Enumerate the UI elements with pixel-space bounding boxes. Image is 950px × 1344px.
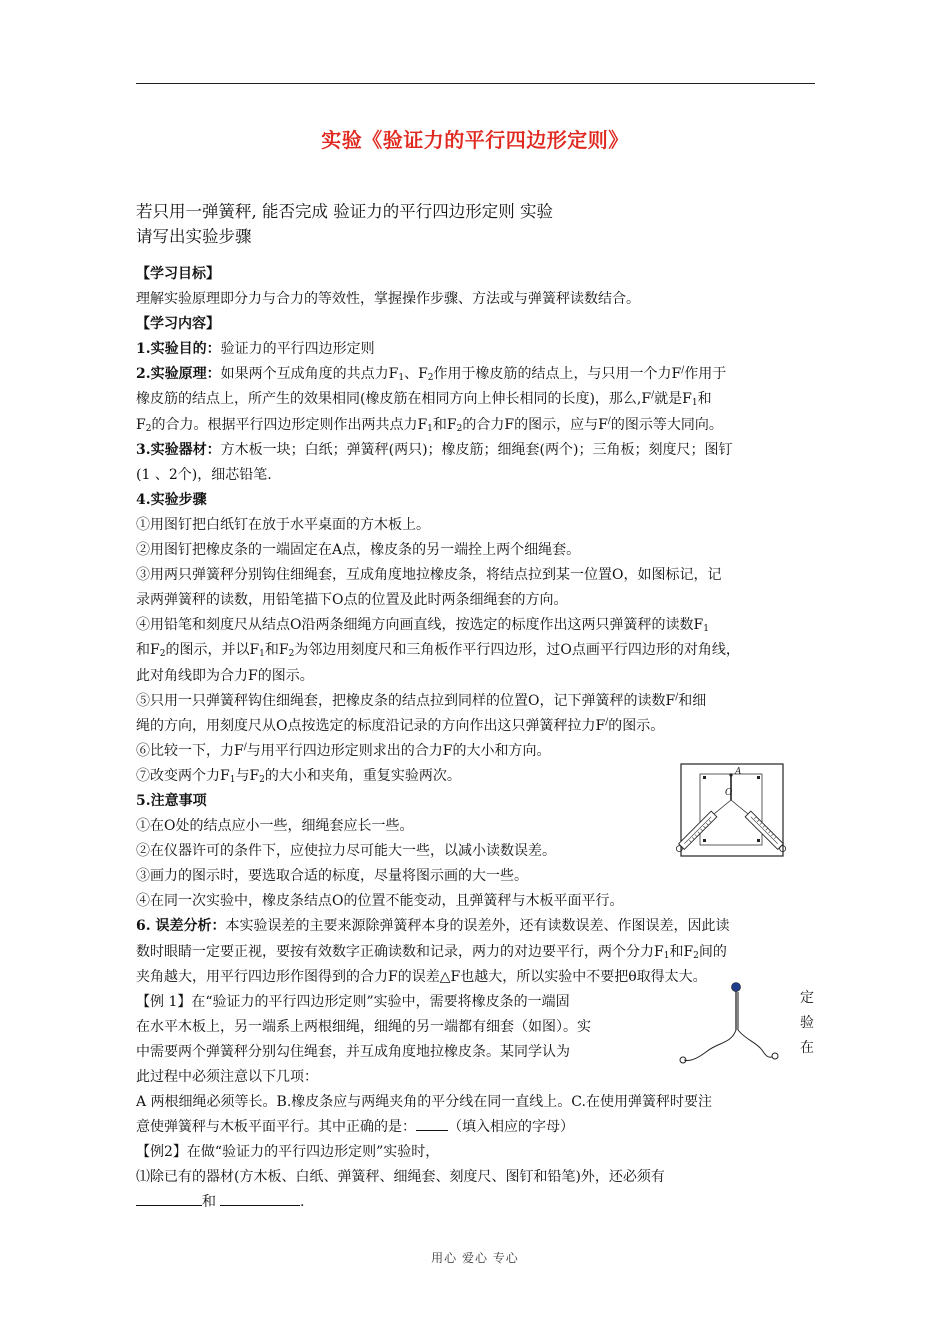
rubber-band-figure	[676, 982, 780, 1072]
note-1: ①在O处的结点应小一些，细绳套应长一些。	[136, 818, 414, 835]
example-1-right-text-2: 验	[800, 1015, 814, 1031]
step-2: ②用图钉把橡皮条的一端固定在A点，橡皮条的另一端拴上两个细绳套。	[136, 542, 581, 559]
step-6: ⑥比较一下，力F/与用平行四边形定则求出的合力F的大小和方向。	[136, 742, 551, 759]
section-notes-heading: 5.注意事项	[136, 792, 207, 809]
step-4-line-2: 和$F_2$的图示，并以$F_1$和$F_2$为邻边用刻度尺和三角板作平行四边形，过O点画平行四边形的对角线，	[136, 642, 740, 660]
answer-blank-2[interactable]	[220, 1191, 300, 1206]
section-purpose: 1.实验目的：验证力的平行四边形定则	[136, 341, 375, 358]
question-line-2: 请写出实验步骤	[136, 227, 252, 246]
section-principle-line-3: $F_2$的合力。根据平行四边形定则作出两共点力$F_1$和$F_2$的合力F的图示，应与F/的图示等大同向。	[136, 415, 723, 434]
section-error-line-1: 6. 误差分析：本实验误差的主要来源除弹簧秤本身的误差外，还有读数误差、作图误差，因此读	[136, 918, 730, 935]
step-1: ①用图钉把白纸钉在放于水平桌面的方木板上。	[136, 516, 430, 533]
page-footer: 用心 爱心 专心	[431, 1251, 519, 1265]
experiment-board-figure	[664, 762, 798, 858]
example-2-line-2: ⑴除已有的器材(方木板、白纸、弹簧秤、细绳套、刻度尺、图钉和铅笔)外，还必须有	[136, 1169, 665, 1186]
section-principle-line-2: 橡皮筋的结点上，所产生的效果相同(橡皮筋在相同方向上伸长相同的长度)，那么,F/就是$F_1$和	[136, 390, 712, 409]
example-1-line-3: 中需要两个弹簧秤分别勾住绳套，并互成角度地拉橡皮条。某同学认为	[136, 1043, 570, 1060]
step-4-line-3: 此对角线即为合力F的图示。	[136, 667, 314, 684]
answer-blank[interactable]	[416, 1116, 448, 1131]
document-body	[136, 262, 824, 1216]
example-1-line-5: A 两根细绳必须等长。B.橡皮条应与两绳夹角的平分线在同一直线上。C.在使用弹簧秤时要注	[136, 1094, 712, 1111]
section-steps-heading: 4.实验步骤	[136, 491, 207, 508]
section-equipment-line-2: (1 、2个)，细芯铅笔.	[136, 466, 272, 483]
step-4-line-1: ④用铅笔和刻度尺从结点O沿两条细绳方向画直线，按选定的标度作出这两只弹簧秤的读数$F_1$	[136, 617, 709, 635]
figure-label-o: O	[725, 788, 733, 798]
step-5-line-1: ⑤只用一只弹簧秤钩住细绳套，把橡皮条的结点拉到同样的位置O，记下弹簧秤的读数F/和细	[136, 691, 707, 709]
answer-blank-1[interactable]	[136, 1191, 202, 1206]
section-error-line-2: 数时眼睛一定要正视，要按有效数字正确读数和记录，两力的对边要平行，两个分力$F_1$和$F_2$间的	[136, 943, 727, 961]
section-error-line-3: 夹角越大，用平行四边形作图得到的合力F的误差△F也越大，所以实验中不要把θ取得太大。	[136, 968, 707, 985]
example-1-line-2: 在水平木板上，另一端系上两根细绳，细绳的另一端都有细套（如图）。实	[136, 1018, 591, 1035]
step-7: ⑦改变两个力$F_1$与$F_2$的大小和夹角，重复实验两次。	[136, 767, 461, 785]
note-2: ②在仪器许可的条件下，应使拉力尽可能大一些，以减小读数误差。	[136, 843, 556, 860]
section-principle-line-1: 2.实验原理：如果两个互成角度的共点力$F_1$、$F_2$作用于橡皮筋的结点上，与只用一个力F/作用于	[136, 365, 727, 384]
question-line-1: 若只用一弹簧秤, 能否完成 验证力的平行四边形定则 实验	[136, 202, 553, 221]
example-2-line-3: 和 .	[136, 1190, 824, 1215]
step-3-line-1: ③用两只弹簧秤分别钩住细绳套，互成角度地拉橡皮条，将结点拉到某一位置O，如图标记，记	[136, 567, 722, 584]
example-1-right-text-3: 在	[800, 1040, 814, 1056]
page-title: 实验《验证力的平行四边形定则》	[321, 128, 629, 152]
goal-text: 理解实验原理即分力与合力的等效性，掌握操作步骤、方法或与弹簧秤读数结合。	[136, 291, 640, 308]
step-5-line-2: 绳的方向，用刻度尺从O点按选定的标度沿记录的方向作出这只弹簧秤拉力F/的图示。	[136, 717, 665, 734]
header-rule	[136, 83, 815, 84]
example-1-line-6: 意使弹簧秤与木板平面平行。其中正确的是： （填入相应的字母）	[136, 1115, 824, 1140]
example-1-right-text-1: 定	[800, 990, 814, 1006]
note-3: ③画力的图示时，要选取合适的标度，尽量将图示画的大一些。	[136, 868, 528, 885]
example-1-line-1: 【例 1】在“验证力的平行四边形定则”实验中，需要将橡皮条的一端固	[136, 993, 570, 1010]
example-2-line-1: 【例2】在做“验证力的平行四边形定则”实验时，	[136, 1144, 440, 1161]
example-1-line-4: 此过程中必须注意以下几项：	[136, 1069, 318, 1085]
section-equipment-line-1: 3.实验器材：方木板一块；白纸；弹簧秤(两只)；橡皮筋；细绳套(两个)；三角板；刻度尺；图钉	[136, 441, 733, 458]
step-3-line-2: 录两弹簧秤的读数，用铅笔描下O点的位置及此时两条细绳套的方向。	[136, 592, 568, 609]
goal-heading: 【学习目标】	[136, 266, 220, 282]
figure-label-a: A	[735, 767, 742, 777]
note-4: ④在同一次实验中，橡皮条结点O的位置不能变动，且弹簧秤与木板平面平行。	[136, 893, 624, 910]
content-heading: 【学习内容】	[136, 316, 220, 333]
